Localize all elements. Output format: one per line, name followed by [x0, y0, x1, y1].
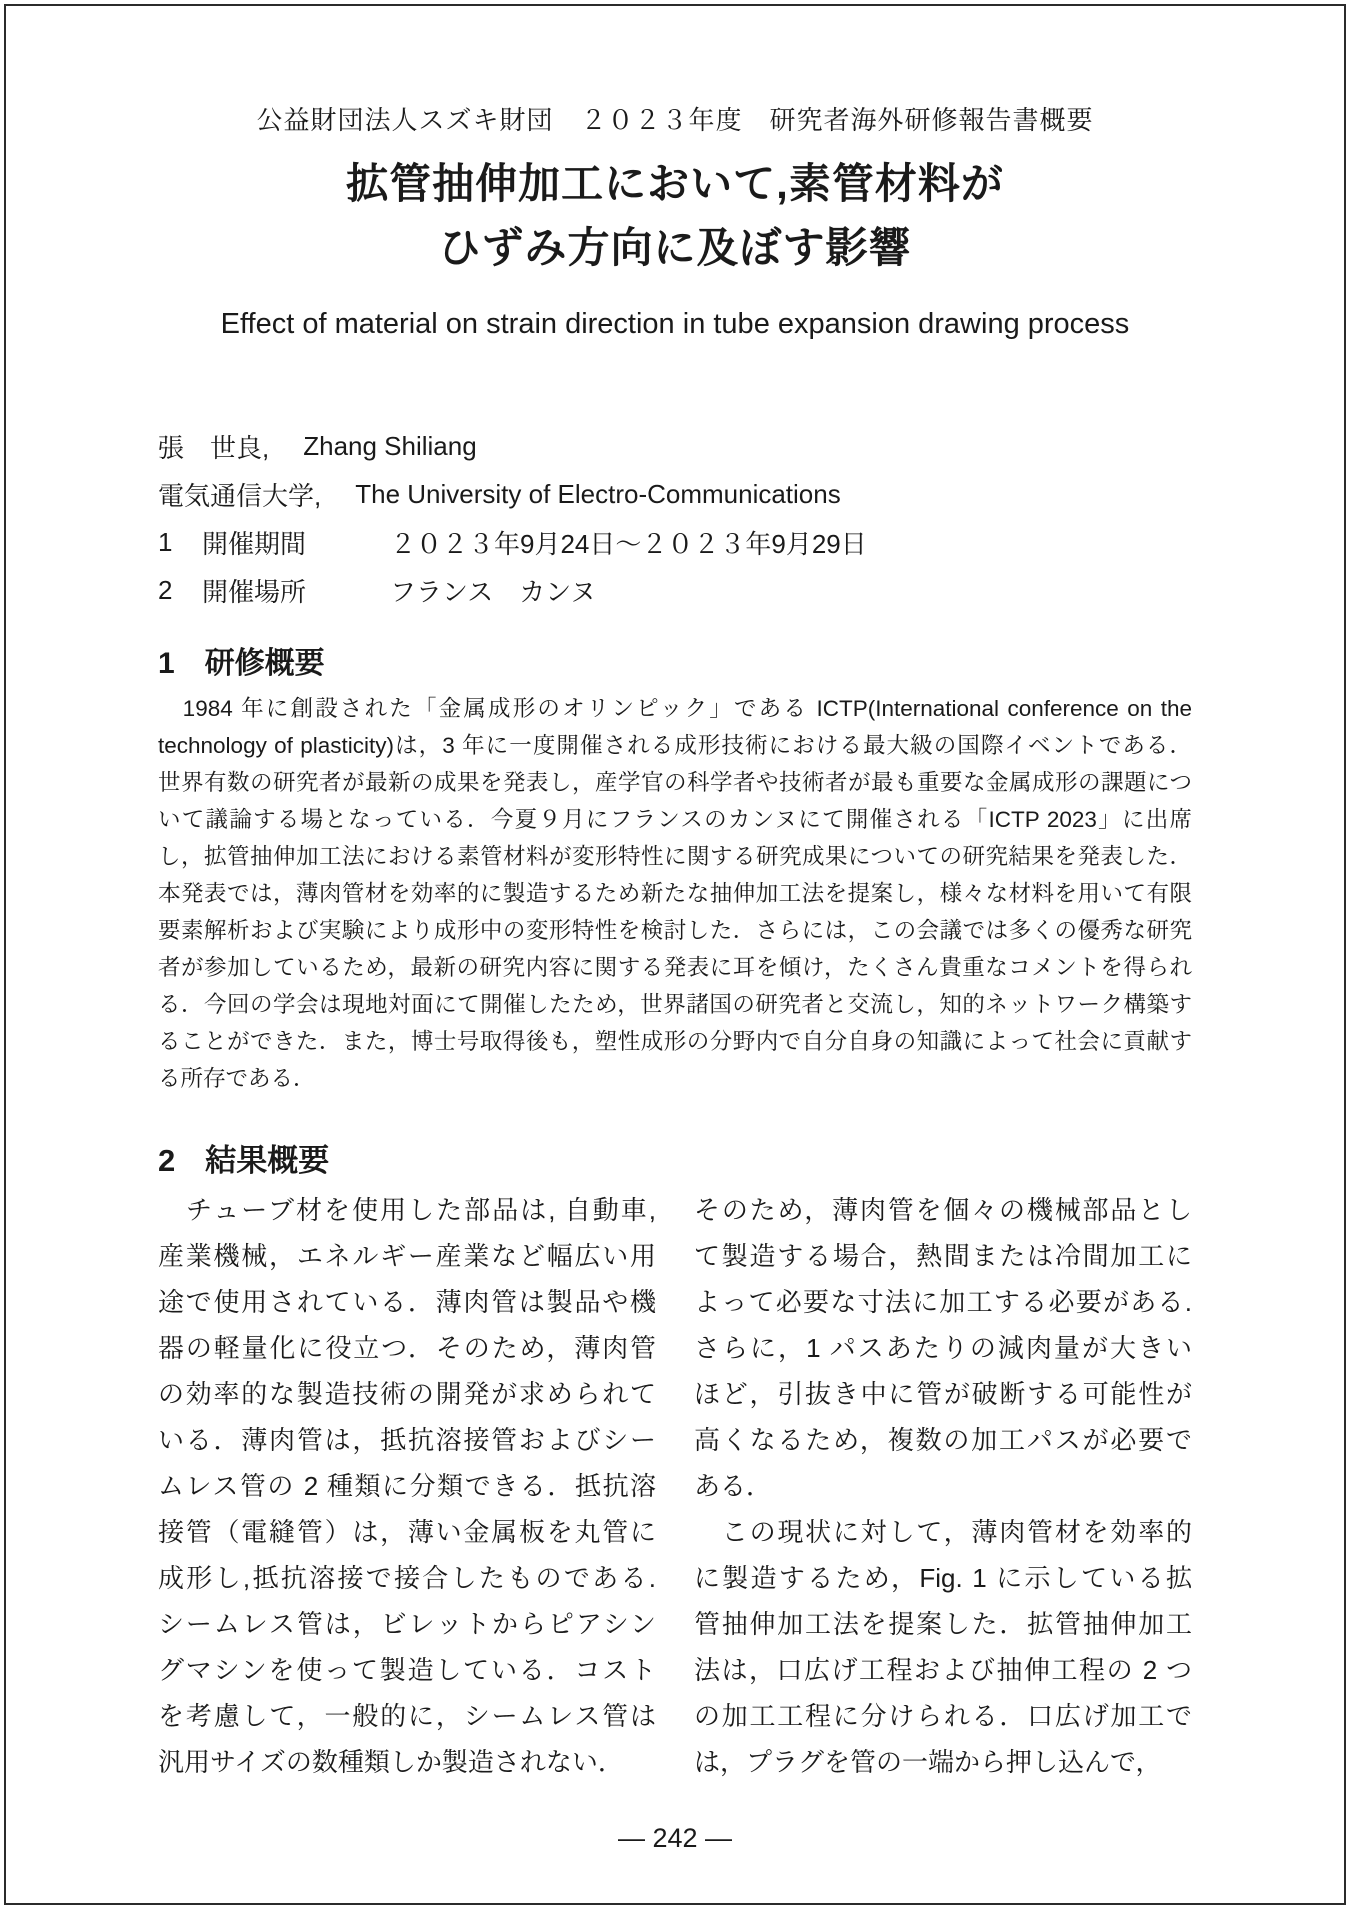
two-column-layout — [158, 1187, 1192, 1785]
column-right — [694, 1187, 1192, 1785]
text-line: ほど，引抜き中に管が破断する可能性が — [694, 1379, 1192, 1409]
text-line: technology of plasticity)は，3 年に一度開催される成形技術における最大級の国際イベントである． — [158, 733, 1192, 758]
text-line: この現状に対して，薄肉管材を効率的 — [694, 1517, 1192, 1547]
text-line: し，拡管抽伸加工法における素管材料が変形特性に関する研究成果についての研究結果を発表した． — [158, 844, 1192, 869]
event-period-label: 開催期間 — [202, 528, 307, 559]
section2-number: 2 — [158, 1143, 176, 1178]
text-line: シームレス管は，ビレットからピアシン — [158, 1609, 656, 1639]
text-line: チューブ材を使用した部品は, 自動車, — [158, 1195, 656, 1225]
text-line: の加工工程に分けられる．口広げ加工で — [694, 1701, 1192, 1731]
affiliation-jp: 電気通信大学, — [158, 480, 322, 511]
section2-heading — [158, 1139, 1192, 1183]
event-location-value: フランス カンヌ — [390, 576, 597, 607]
event-period-row — [158, 518, 1192, 566]
text-line: を考慮して，一般的に，シームレス管は — [158, 1701, 656, 1731]
text-line: ることができた．また，博士号取得後も，塑性成形の分野内で自分自身の知識によって社会に貢献す — [158, 1029, 1192, 1054]
text-line: 途で使用されている．薄肉管は製品や機 — [158, 1287, 656, 1317]
text-line: 産業機械，エネルギー産業など幅広い用 — [158, 1241, 656, 1271]
text-line: 汎用サイズの数種類しか製造されない． — [158, 1747, 624, 1777]
text-line: 接管（電縫管）は，薄い金属板を丸管に — [158, 1517, 656, 1547]
text-line: 1984 年に創設された「金属成形のオリンピック」である ICTP(International conference on the — [158, 696, 1192, 721]
event-location-number: 2 — [158, 574, 173, 605]
header-note: 公益財団法人スズキ財団 ２０２３年度 研究者海外研修報告書概要 — [256, 105, 1094, 135]
text-line: グマシンを使って製造している．コスト — [158, 1655, 656, 1685]
event-period-value: ２０２３年9月24日～２０２３年9月29日 — [390, 528, 867, 559]
text-line: ある． — [694, 1471, 773, 1501]
author-affiliation-row — [158, 470, 1192, 518]
text-line: 本発表では，薄肉管材を効率的に製造するため新たな抽伸加工法を提案し，様々な材料を用いて有限 — [158, 881, 1192, 906]
text-line: 者が参加しているため，最新の研究内容に関する発表に耳を傾け，たくさん貴重なコメントを得られ — [158, 955, 1192, 980]
text-line: いて議論する場となっている．今夏９月にフランスのカンヌにて開催される「ICTP 2023」に出席 — [158, 807, 1192, 832]
section1-body — [158, 690, 1192, 1097]
column-left — [158, 1187, 656, 1785]
main-title-line2: ひずみ方向に及ぼす影響 — [438, 224, 912, 271]
text-line: 器の軽量化に役立つ．そのため，薄肉管 — [158, 1333, 656, 1363]
author-block — [158, 422, 1192, 614]
text-line: 管抽伸加工法を提案した．拡管抽伸加工 — [694, 1609, 1192, 1639]
text-line: いる．薄肉管は，抵抗溶接管およびシー — [158, 1425, 656, 1455]
event-location-row — [158, 566, 1192, 614]
page-content — [158, 0, 1192, 1785]
text-line: 成形し,抵抗溶接で接合したものである. — [158, 1563, 656, 1593]
text-line: は，プラグを管の一端から押し込んで， — [694, 1747, 1162, 1777]
section2-title: 結果概要 — [205, 1143, 330, 1178]
text-line: て製造する場合，熱間または冷間加工に — [694, 1241, 1192, 1271]
text-line: る所存である． — [158, 1066, 316, 1091]
text-line: よって必要な寸法に加工する必要がある. — [694, 1287, 1192, 1317]
text-line: の効率的な製造技術の開発が求められて — [158, 1379, 656, 1409]
event-location-label: 開催場所 — [202, 576, 307, 607]
section1-heading — [158, 642, 1192, 686]
text-line: に製造するため，Fig. 1 に示している拡 — [694, 1563, 1192, 1593]
text-line: そのため，薄肉管を個々の機械部品とし — [694, 1195, 1192, 1225]
english-title: Effect of material on strain direction in tube expansion drawing process — [220, 308, 1130, 340]
page-number: — 242 — — [617, 1823, 733, 1853]
main-title-line1: 拡管抽伸加工において,素管材料が — [346, 160, 1004, 207]
text-line: る．今回の学会は現地対面にて開催したため，世界諸国の研究者と交流し，知的ネットワーク構築す — [158, 992, 1192, 1017]
author-name-row — [158, 422, 1192, 470]
text-line: さらに，1 パスあたりの減肉量が大きい — [694, 1333, 1192, 1363]
affiliation-en: The University of Electro-Communications — [355, 478, 841, 509]
author-name-jp: 張 世良, — [158, 432, 270, 463]
author-name-en: Zhang Shiliang — [303, 430, 477, 461]
main-title — [158, 152, 1192, 280]
text-line: ムレス管の 2 種類に分類できる．抵抗溶 — [158, 1471, 656, 1501]
text-line: 高くなるため，複数の加工パスが必要で — [694, 1425, 1192, 1455]
text-line: 要素解析および実験により成形中の変形特性を検討した．さらには，この会議では多くの優秀な研究 — [158, 918, 1192, 943]
event-period-number: 1 — [158, 526, 173, 557]
section1-title: 研修概要 — [204, 647, 325, 680]
text-line: 世界有数の研究者が最新の成果を発表し，産学官の科学者や技術者が最も重要な金属成形の課題につ — [158, 770, 1192, 795]
text-line: 法は，口広げ工程および抽伸工程の 2 つ — [694, 1655, 1192, 1685]
section1-number: 1 — [158, 647, 175, 680]
